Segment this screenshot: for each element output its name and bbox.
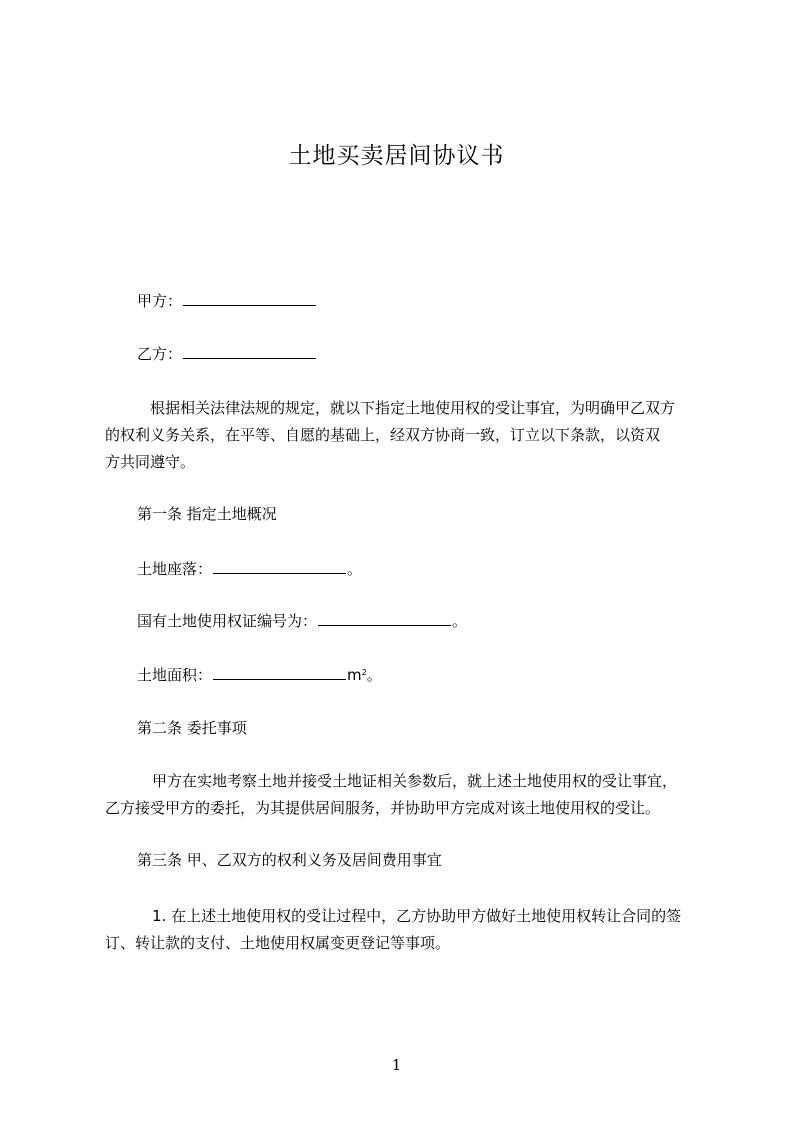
land-area-line [137, 665, 382, 685]
land-cert-line [137, 611, 467, 631]
land-area-label: 土地面积： [137, 666, 213, 684]
party-b-blank [183, 344, 316, 359]
land-location-suffix: 。 [347, 560, 363, 578]
land-cert-suffix: 。 [452, 612, 468, 630]
article-2-line: 甲方在实地考察土地并接受土地证相关参数后，就上述土地使用权的受让事宜， [137, 772, 678, 790]
land-cert-blank [318, 611, 451, 626]
land-area-unit: m [347, 666, 362, 684]
land-area-blank [213, 665, 346, 680]
page-number: 1 [391, 1056, 402, 1074]
article-3-item-1-line: 1. 在上述土地使用权的受让过程中，乙方协助甲方做好土地使用权转让合同的签 [137, 907, 682, 925]
intro-line: 方共同遵守。 [105, 453, 196, 471]
article-3-heading: 第三条 甲、乙双方的权利义务及居间费用事宜 [137, 851, 442, 869]
land-area-suffix: 。 [366, 666, 382, 684]
intro-line: 的权利义务关系，在平等、自愿的基础上，经双方协商一致，订立以下条款，以资双 [105, 426, 661, 444]
article-2-body [105, 768, 695, 822]
land-area-unit-sup: 2 [361, 668, 367, 677]
party-b-label: 乙方： [137, 345, 183, 363]
land-cert-label: 国有土地使用权证编号为： [137, 612, 318, 630]
land-location-blank [213, 559, 346, 574]
article-2-heading: 第二条 委托事项 [137, 719, 247, 737]
land-location-line [137, 559, 362, 579]
document-title: 土地买卖居间协议书 [288, 143, 505, 169]
party-a-line [137, 291, 317, 311]
party-a-label: 甲方： [137, 292, 183, 310]
article-3-item-1-line: 订、转让款的支付、土地使用权属变更登记等事项。 [105, 934, 451, 952]
article-2-line: 乙方接受甲方的委托，为其提供居间服务，并协助甲方完成对该土地使用权的受让。 [105, 799, 661, 817]
party-a-blank [183, 291, 316, 306]
intro-paragraph [105, 395, 695, 476]
article-3-item-1 [105, 903, 695, 957]
party-b-line [137, 344, 317, 364]
article-1-heading: 第一条 指定土地概况 [137, 505, 277, 523]
land-location-label: 土地座落： [137, 560, 213, 578]
intro-line: 根据相关法律法规的规定，就以下指定土地使用权的受让事宜，为明确甲乙双方 [135, 399, 676, 417]
